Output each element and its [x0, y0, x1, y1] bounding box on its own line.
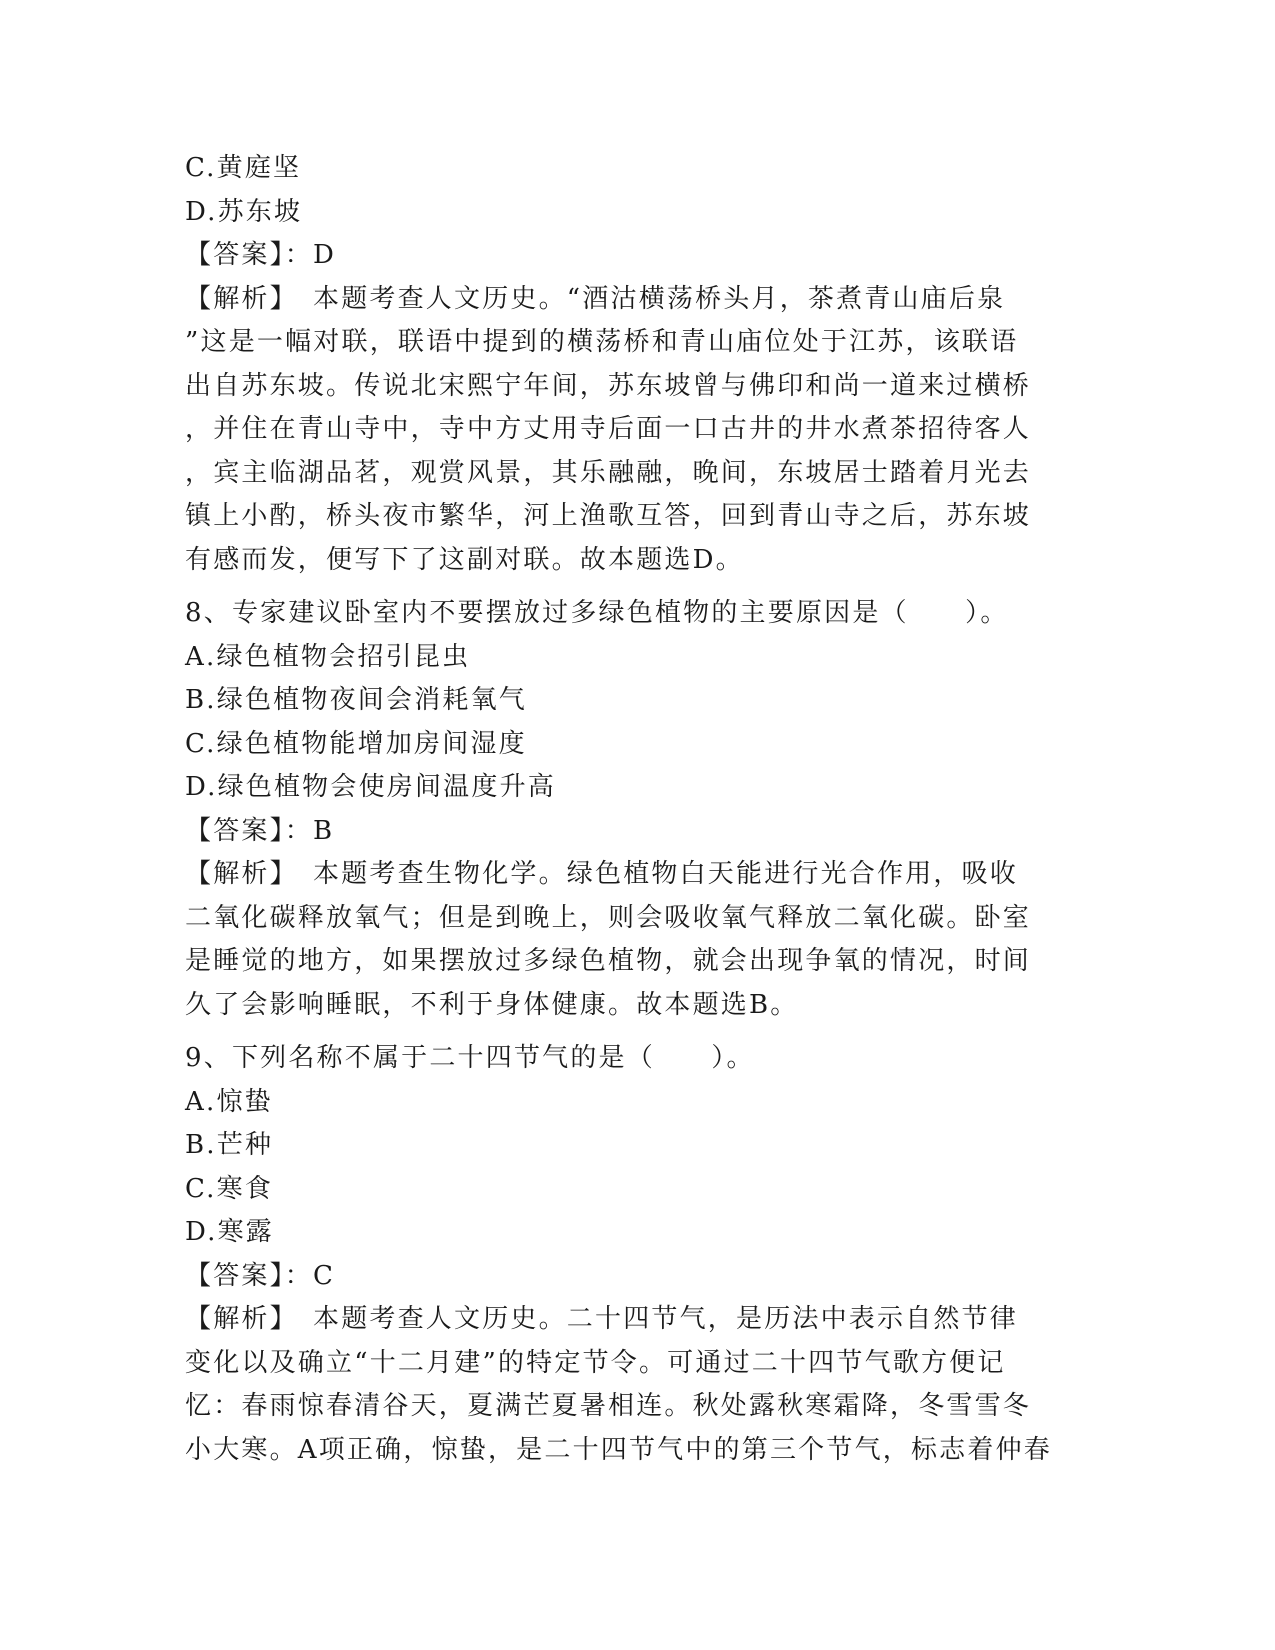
analysis-line: 【解析】 本题考查人文历史。二十四节气，是历法中表示自然节律	[185, 1304, 1019, 1334]
option-c: C.寒食	[185, 1173, 274, 1204]
analysis-line: 【解析】 本题考查生物化学。绿色植物白天能进行光合作用，吸收	[185, 859, 1019, 889]
option-d: D.绿色植物会使房间温度升高	[185, 772, 556, 802]
analysis-line: 镇上小酌，桥头夜市繁华，河上渔歌互答，回到青山寺之后，苏东坡	[185, 501, 1032, 531]
analysis-line: ，并住在青山寺中，寺中方丈用寺后面一口古井的井水煮茶招待客人	[185, 414, 1032, 444]
analysis-line: 小大寒。A项正确，惊蛰，是二十四节气中的第三个节气，标志着仲春	[185, 1434, 1052, 1465]
answer: 【答案】：C	[185, 1260, 336, 1291]
question-text: 8、专家建议卧室内不要摆放过多绿色植物的主要原因是（ ）。	[185, 598, 1009, 628]
analysis-line: 出自苏东坡。传说北宋熙宁年间，苏东坡曾与佛印和尚一道来过横桥	[185, 370, 1032, 401]
analysis-line: 【解析】 本题考查人文历史。“酒沽横荡桥头月，茶煮青山庙后泉	[185, 283, 1006, 314]
option-b: B.绿色植物夜间会消耗氧气	[185, 685, 527, 715]
option-c: C.黄庭坚	[185, 153, 302, 183]
analysis-line: ，宾主临湖品茗，观赏风景，其乐融融，晚间，东坡居士踏着月光去	[185, 457, 1032, 488]
option-b: B.芒种	[185, 1130, 274, 1160]
answer: 【答案】：D	[185, 240, 337, 270]
option-d: D.苏东坡	[185, 196, 303, 227]
document-page	[185, 147, 1085, 1472]
option-c: C.绿色植物能增加房间湿度	[185, 728, 527, 759]
answer: 【答案】：B	[185, 815, 335, 846]
option-d: D.寒露	[185, 1217, 274, 1247]
analysis-line: 久了会影响睡眠，不利于身体健康。故本题选B。	[185, 989, 799, 1020]
prev-question	[185, 147, 1085, 582]
question-8	[185, 592, 1085, 1027]
analysis-line: 二氧化碳释放氧气；但是到晚上，则会吸收氧气释放二氧化碳。卧室	[185, 902, 1032, 933]
analysis-line: 是睡觉的地方，如果摆放过多绿色植物，就会出现争氧的情况，时间	[185, 946, 1032, 976]
analysis-line: 变化以及确立“十二月建”的特定节令。可通过二十四节气歌方便记	[185, 1347, 1006, 1378]
option-a: A.绿色植物会招引昆虫	[185, 641, 471, 672]
analysis-line: 有感而发，便写下了这副对联。故本题选D。	[185, 544, 744, 575]
analysis-line: ”这是一幅对联，联语中提到的横荡桥和青山庙位处于江苏，该联语	[185, 327, 1019, 357]
question-text: 9、下列名称不属于二十四节气的是（ ）。	[185, 1043, 755, 1073]
question-9	[185, 1037, 1085, 1472]
analysis-line: 忆：春雨惊春清谷天，夏满芒夏暑相连。秋处露秋寒霜降，冬雪雪冬	[185, 1391, 1032, 1421]
option-a: A.惊蛰	[185, 1086, 273, 1117]
